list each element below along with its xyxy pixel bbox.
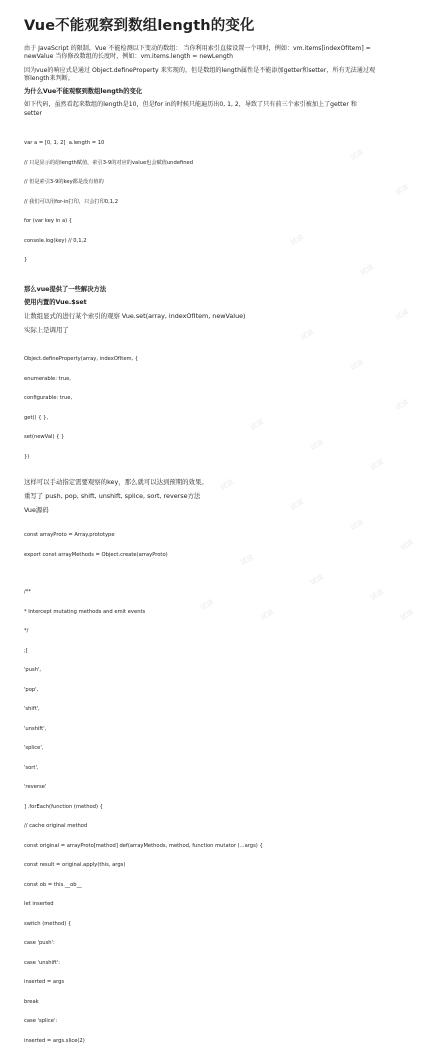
code-line: 'pop',	[24, 686, 39, 693]
watermark-mark: 试读	[398, 538, 416, 552]
watermark-mark: 试读	[308, 438, 326, 452]
why-line-2: setter	[24, 109, 42, 117]
code-line: // 我们可以用for-in打印，只会打印0,1,2	[24, 198, 118, 205]
watermark-mark: 试读	[348, 148, 366, 162]
watermark-mark: 试读	[248, 418, 266, 432]
code-line: const arrayProto = Array.prototype	[24, 532, 115, 539]
heading-solution: 那么vue提供了一些解决方法	[24, 285, 107, 293]
code-line: inserted = args	[24, 979, 65, 986]
watermark-mark: 试读	[288, 498, 306, 512]
code-line: // cache original method	[24, 823, 88, 830]
reason-line-2: 察length来判断。	[24, 74, 74, 82]
watermark-mark: 试读	[398, 608, 416, 622]
code-line: const ob = this.__ob__	[24, 881, 82, 888]
rewrite-note: 重写了 push, pop, shift, unshift, splice, sort, reverse方法	[24, 491, 201, 500]
set-description: 让数组显式的进行某个索引的观察 Vue.set(array, indexOfItem, newValue)	[24, 312, 246, 321]
code-line: 'unshift',	[24, 725, 47, 732]
code-line: })	[24, 453, 30, 460]
code-line: for (var key in a) {	[24, 218, 73, 225]
intro-line-2: newValue 当你修改数组的长度时，例如：vm.items.length = newLength	[24, 53, 233, 61]
heading-why: 为什么Vue不能观察到数组length的变化	[24, 88, 143, 96]
code-line: var a = [0, 1, 2] a.length = 10	[24, 140, 105, 147]
code-line: const original = arrayProto[method] def(arrayMethods, method, function mutator (...args) {	[24, 842, 263, 849]
watermark-mark: 试读	[393, 308, 411, 322]
watermark-mark: 试读	[348, 518, 366, 532]
watermark-mark: 试读	[393, 183, 411, 197]
code-line: let inserted	[24, 901, 54, 908]
page-title: Vue不能观察到数组length的变化	[24, 18, 255, 34]
watermark-mark: 试读	[348, 358, 366, 372]
set-note: 实际上是调用了	[24, 325, 69, 334]
code-line: */	[24, 628, 29, 635]
code-line: case 'splice':	[24, 1018, 58, 1025]
code-line: 'shift',	[24, 706, 40, 713]
code-line: export const arrayMethods = Object.create(arrayProto)	[24, 551, 168, 558]
code-line: set(newVal) { }	[24, 434, 65, 441]
code-line: 'splice',	[24, 745, 44, 752]
watermark-mark: 试读	[358, 263, 376, 277]
code-line: case 'push':	[24, 940, 55, 947]
source-label: Vue源码	[24, 505, 49, 514]
code-line: configurable: true,	[24, 395, 73, 402]
code-line: break	[24, 998, 39, 1005]
code-block-intercept	[24, 576, 416, 1057]
manual-note: 这样可以手动指定需要观察的key，那么就可以达到预期的效果。	[24, 478, 208, 487]
code-line: get() { },	[24, 414, 49, 421]
code-line: 'reverse'	[24, 784, 47, 791]
code-line: enumerable: true,	[24, 375, 71, 382]
watermark-mark: 试读	[218, 478, 236, 492]
watermark-mark: 试读	[368, 458, 386, 472]
code-line: const result = original.apply(this, args)	[24, 862, 126, 869]
code-line: switch (method) {	[24, 920, 72, 927]
watermark-mark: 试读	[368, 588, 386, 602]
code-line: * Intercept mutating methods and emit events	[24, 608, 146, 615]
document-page	[24, 14, 416, 1062]
watermark-mark: 试读	[238, 553, 256, 567]
code-line: ;[	[24, 647, 28, 654]
code-block-define-property	[24, 343, 416, 473]
watermark-mark: 试读	[393, 398, 411, 412]
watermark-mark: 试读	[258, 608, 276, 622]
why-paragraph	[24, 101, 416, 118]
code-line: // 只是显示的给length赋值，索引3-9的对应的value也会赋值undefined	[24, 159, 193, 166]
watermark-mark: 试读	[198, 598, 216, 612]
code-line: case 'unshift':	[24, 959, 60, 966]
intro-paragraph	[24, 45, 416, 62]
heading-set: 使用内置的Vue.$set	[24, 298, 87, 306]
code-line: 'push',	[24, 667, 42, 674]
code-line: inserted = args.slice(2)	[24, 1037, 85, 1044]
why-line-1: 如下代码，虽然看起来数组的length是10，但是for in的时候只能遍历出0, 1, 2，导致了只有前三个索引被加上了getter 和	[24, 101, 357, 109]
watermark-mark: 试读	[308, 573, 326, 587]
code-line: Object.defineProperty(array, indexOfItem, {	[24, 356, 139, 363]
code-line: // 但是索引3-9的key都是没有值的	[24, 179, 104, 186]
code-line: ] .forEach(function (method) {	[24, 803, 103, 810]
reason-line-1: 因为vue的响应式是通过 Object.defineProperty 来实现的，但是数组的length属性是不能添加getter和setter，所有无法通过观	[24, 66, 376, 74]
code-line: }	[24, 257, 28, 264]
intro-line-1: 由于 JavaScript 的限制，Vue 不能检测以下变动的数组： 当你利用索引直接设置一个项时，例如：vm.items[indexOfItem] =	[24, 45, 371, 52]
code-line: 'sort',	[24, 764, 39, 771]
code-line: console.log(key) // 0,1,2	[24, 237, 87, 244]
reason-paragraph	[24, 67, 416, 84]
code-line: /**	[24, 589, 31, 596]
watermark-mark: 试读	[298, 328, 316, 342]
code-block-array-proto	[24, 519, 416, 571]
watermark-mark: 试读	[288, 233, 306, 247]
code-block-length	[24, 127, 416, 277]
